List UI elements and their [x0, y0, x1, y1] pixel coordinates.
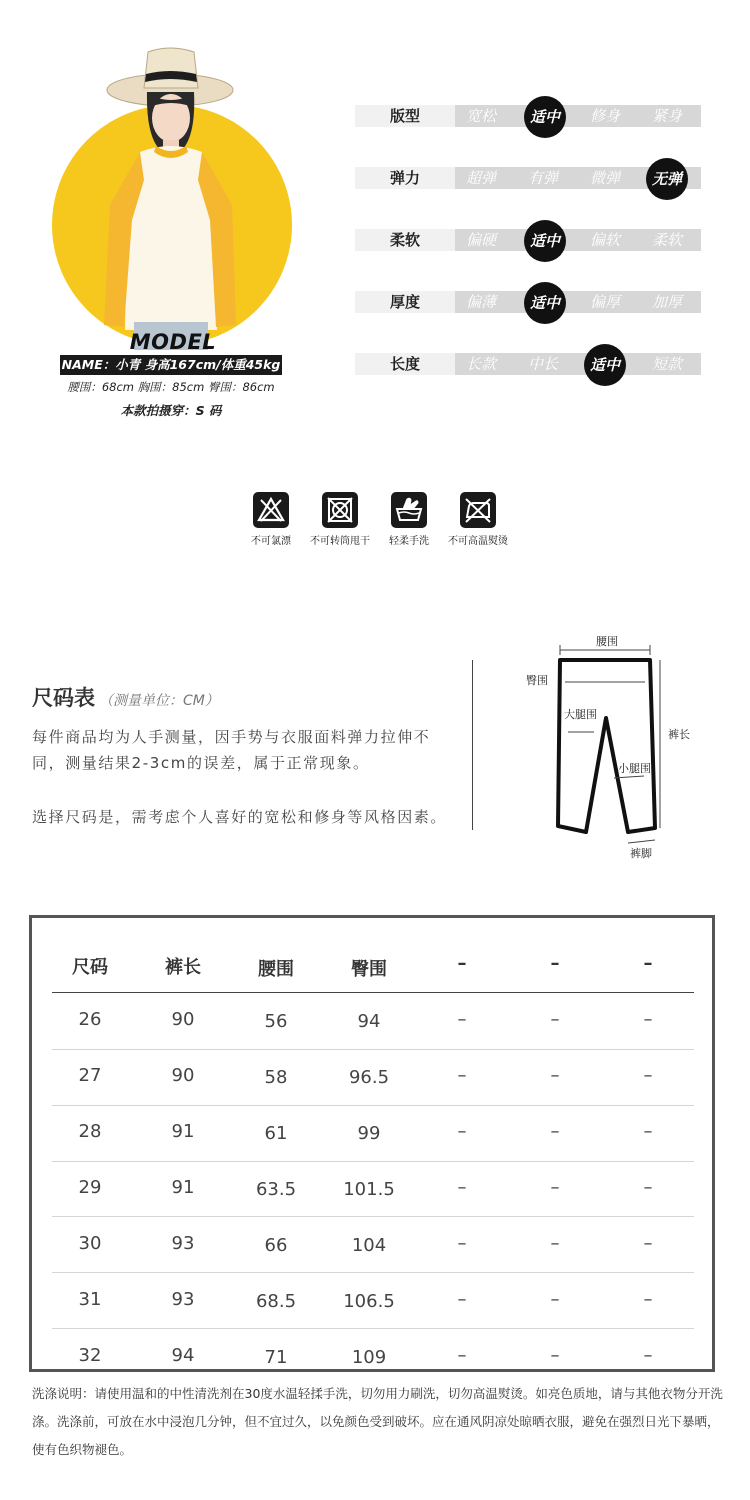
- table-cell: 104: [351, 1235, 387, 1256]
- attr-option: 加厚: [651, 293, 682, 311]
- table-header-cell: 臀围: [351, 959, 387, 980]
- table-cell: 93: [171, 1233, 195, 1254]
- table-cell: 101.5: [343, 1179, 395, 1200]
- table-cell: 28: [78, 1121, 102, 1142]
- table-row-rule: [52, 1105, 694, 1106]
- table-cell: 66: [264, 1235, 288, 1256]
- table-cell: –: [550, 1289, 560, 1310]
- table-cell: –: [550, 1009, 560, 1030]
- model-photo: [52, 40, 292, 350]
- table-row-rule: [52, 1328, 694, 1329]
- table-cell: –: [643, 1065, 653, 1086]
- table-cell: 71: [264, 1347, 288, 1368]
- table-cell: –: [643, 1009, 653, 1030]
- table-cell: –: [550, 1177, 560, 1198]
- attr-row-length: [355, 353, 701, 375]
- diagram-label-length: 裤长: [668, 729, 690, 741]
- diagram-label-hem: 裤脚: [630, 848, 652, 860]
- table-cell: –: [457, 1009, 467, 1030]
- table-cell: 27: [78, 1065, 102, 1086]
- table-cell: 31: [78, 1289, 102, 1310]
- attr-row-fit: [355, 105, 701, 127]
- table-cell: 106.5: [343, 1291, 395, 1312]
- table-row-rule: [52, 1216, 694, 1217]
- attr-option-selected: 无弹: [646, 158, 688, 200]
- attr-row-thickness: [355, 291, 701, 313]
- attr-label: 版型: [355, 105, 455, 127]
- model-name-banner: NAME：小青 身高167cm/体重45kg: [60, 355, 282, 375]
- diagram-label-hip: 臀围: [526, 675, 548, 687]
- table-header-cell: –: [643, 953, 653, 974]
- attr-option: 修身: [589, 107, 620, 125]
- table-cell: 99: [357, 1123, 381, 1144]
- table-row-rule: [52, 1161, 694, 1162]
- table-cell: –: [643, 1233, 653, 1254]
- attr-option: 偏厚: [589, 293, 620, 311]
- table-cell: 68.5: [255, 1291, 297, 1312]
- model-title: MODEL: [129, 330, 217, 354]
- table-cell: 96.5: [348, 1067, 390, 1088]
- table-cell: 29: [78, 1177, 102, 1198]
- attr-option: 紧身: [651, 107, 682, 125]
- table-cell: 63.5: [255, 1179, 297, 1200]
- table-cell: –: [550, 1233, 560, 1254]
- table-header-cell: 腰围: [258, 959, 294, 980]
- hand-wash-icon: [391, 492, 427, 528]
- attr-label: 厚度: [355, 291, 455, 313]
- size-chart-title: 尺码表 （测量单位：CM）: [32, 686, 219, 710]
- table-row-rule: [52, 1049, 694, 1050]
- table-header-cell: 裤长: [165, 957, 201, 978]
- attr-row-softness: [355, 229, 701, 251]
- attr-option: 微弹: [589, 169, 620, 187]
- table-cell: –: [550, 1065, 560, 1086]
- table-cell: –: [457, 1065, 467, 1086]
- table-cell: 58: [264, 1067, 288, 1088]
- model-measurements: 腰围：68cm 胸围：85cm 臀围：86cm: [67, 380, 275, 394]
- attr-option-selected: 适中: [524, 220, 566, 262]
- table-cell: –: [643, 1345, 653, 1366]
- table-cell: 30: [78, 1233, 102, 1254]
- care-no-bleach: 不可氯漂: [231, 492, 311, 547]
- model-worn-size: 本款拍摄穿：S 码: [120, 403, 222, 418]
- table-cell: –: [457, 1289, 467, 1310]
- attr-label: 长度: [355, 353, 455, 375]
- table-header-cell: –: [457, 953, 467, 974]
- table-cell: –: [643, 1177, 653, 1198]
- table-cell: 91: [171, 1177, 195, 1198]
- table-header-cell: –: [550, 953, 560, 974]
- attr-option: 超弹: [465, 169, 496, 187]
- attr-label: 弹力: [355, 167, 455, 189]
- attr-label: 柔软: [355, 229, 455, 251]
- table-cell: –: [457, 1121, 467, 1142]
- attr-option: 中长: [527, 355, 558, 373]
- pants-measure-diagram: [510, 628, 710, 868]
- attr-option-selected: 适中: [524, 282, 566, 324]
- table-cell: –: [457, 1345, 467, 1366]
- table-cell: 94: [357, 1011, 381, 1032]
- care-hand-wash: 轻柔手洗: [369, 492, 449, 547]
- care-no-iron: 不可高温熨烫: [438, 492, 518, 547]
- no-iron-icon: [460, 492, 496, 528]
- attr-option: 偏硬: [465, 231, 496, 249]
- attr-option: 宽松: [465, 107, 496, 125]
- table-cell: 90: [171, 1065, 195, 1086]
- table-cell: 109: [351, 1347, 387, 1368]
- table-cell: –: [550, 1345, 560, 1366]
- diagram-label-calf: 小腿围: [618, 763, 651, 775]
- table-cell: –: [550, 1121, 560, 1142]
- table-cell: 56: [264, 1011, 288, 1032]
- table-cell: –: [457, 1177, 467, 1198]
- attr-option: 有弹: [527, 169, 558, 187]
- size-tip-paragraph: 选择尺码是，需考虑个人喜好的宽松和修身等风格因素。: [32, 808, 448, 826]
- diagram-label-thigh: 大腿围: [564, 709, 597, 721]
- table-cell: –: [457, 1233, 467, 1254]
- table-cell: 94: [171, 1345, 195, 1366]
- attr-option: 长款: [465, 355, 496, 373]
- attr-option-selected: 适中: [584, 344, 626, 386]
- table-cell: 61: [264, 1123, 288, 1144]
- no-bleach-icon: [253, 492, 289, 528]
- table-cell: –: [643, 1121, 653, 1142]
- size-note-paragraph: 每件商品均为人手测量，因手势与衣服面料弹力拉伸不同，测量结果2-3cm的误差，属于正常现象。: [32, 728, 431, 772]
- table-cell: 32: [78, 1345, 102, 1366]
- attr-option: 柔软: [651, 231, 682, 249]
- attr-row-stretch: [355, 167, 701, 189]
- wash-instructions: 洗涤说明：请使用温和的中性清洗剂在30度水温轻揉手洗，切勿用力刷洗，切勿高温熨烫。如亮色质地，请与其他衣物分开洗涤。洗涤前，可放在水中浸泡几分钟，但不宜过久，以免颜色受到破坏。应在通风阴凉处晾晒衣服，避免在强烈日光下暴晒，使有色织物褪色。: [32, 1386, 723, 1457]
- care-no-tumble-dry: 不可转筒甩干: [300, 492, 380, 547]
- table-cell: 26: [78, 1009, 102, 1030]
- no-tumble-dry-icon: [322, 492, 358, 528]
- table-cell: –: [643, 1289, 653, 1310]
- table-header-rule: [52, 992, 694, 993]
- diagram-label-waist: 腰围: [596, 636, 618, 648]
- attr-option: 短款: [651, 355, 682, 373]
- table-cell: 90: [171, 1009, 195, 1030]
- table-cell: 93: [171, 1289, 195, 1310]
- table-header-cell: 尺码: [72, 957, 108, 978]
- size-chart-unit: （测量单位：CM）: [99, 693, 219, 709]
- attr-option-selected: 适中: [524, 96, 566, 138]
- attr-option: 偏软: [589, 231, 620, 249]
- table-cell: 91: [171, 1121, 195, 1142]
- attr-option: 偏薄: [465, 293, 496, 311]
- table-row-rule: [52, 1272, 694, 1273]
- divider-line: [472, 660, 473, 830]
